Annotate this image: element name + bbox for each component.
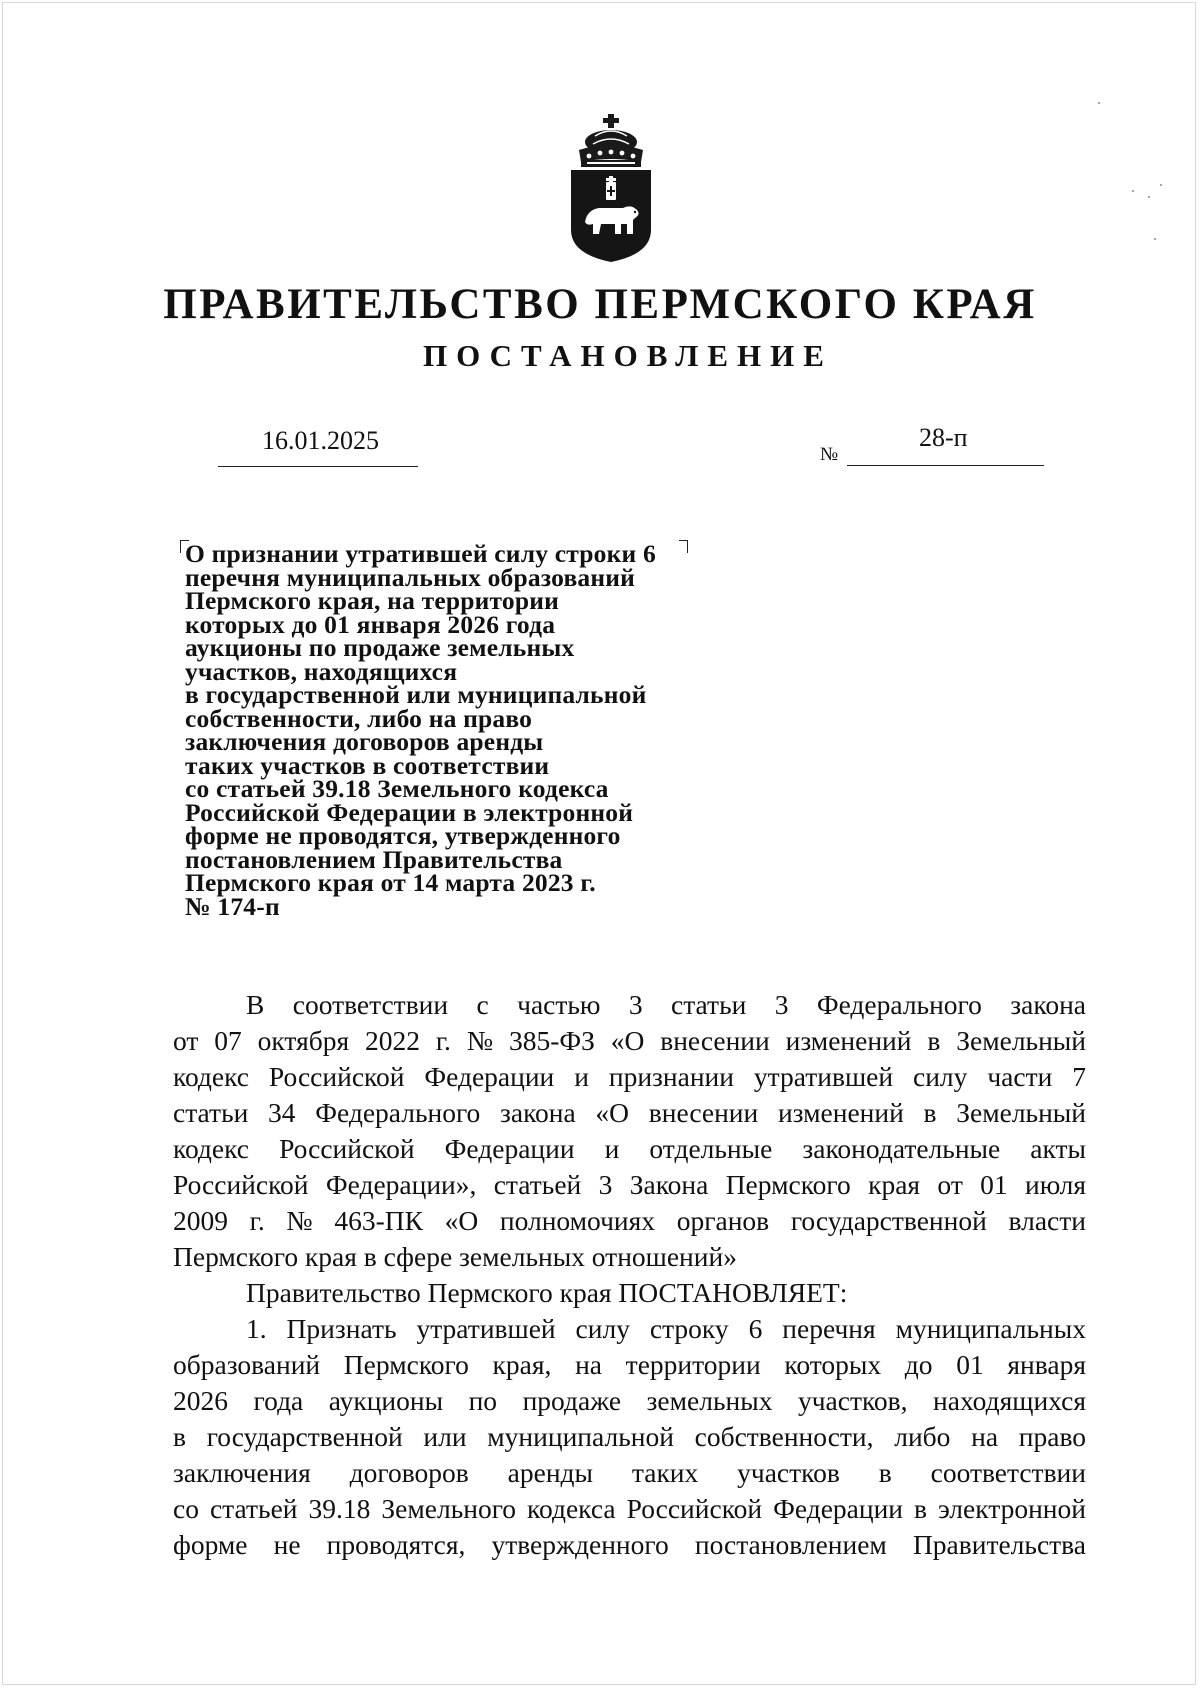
document-subject (185, 539, 705, 921)
subject-line: № 174-п (185, 891, 280, 921)
scan-speck (1160, 184, 1162, 186)
body-line: 2009 г. № 463-ПК «О полномочиях органов государственной власти (173, 1205, 1086, 1236)
subject-line: форме не проводятся, утвержденного (185, 821, 621, 850)
body-line: образований Пермского края, на территории которых до 01 января (173, 1349, 1086, 1380)
subject-line: Пермского края от 14 марта 2023 г. (185, 868, 596, 897)
body-line: Пермского края в сфере земельных отношений» (173, 1241, 737, 1272)
body-line: В соответствии с частью 3 статьи 3 Федерального закона (246, 989, 1086, 1020)
body-line: форме не проводятся, утвержденного постановлением Правительства (173, 1529, 1086, 1560)
body-line: Российской Федерации», статьей 3 Закона Пермского края от 01 июля (173, 1169, 1086, 1200)
subject-line: Российской Федерации в электронной (185, 797, 634, 827)
subject-line: Пермского края, на территории (185, 586, 560, 615)
subject-line: которых до 01 января 2026 года (185, 609, 556, 639)
subject-line: О признании утратившей силу строки 6 (185, 539, 656, 568)
body-line: 2026 года аукционы по продаже земельных участков, находящихся (173, 1385, 1086, 1416)
subject-line: перечня муниципальных образований (185, 562, 636, 592)
document-number-field (820, 423, 1044, 466)
document-date-field (218, 426, 418, 467)
scan-speck (1154, 238, 1156, 240)
body-line: в государственной или муниципальной собственности, либо на право (173, 1421, 1086, 1452)
document-number: 28-п (919, 423, 968, 452)
subject-line: таких участков в соответствии (185, 750, 550, 780)
subject-line: аукционы по продаже земельных (185, 633, 575, 662)
subject-line: заключения договоров аренды (185, 727, 544, 756)
number-sign: № (820, 444, 839, 465)
coat-of-arms-emblem (565, 112, 657, 262)
organization-title: ПРАВИТЕЛЬСТВО ПЕРМСКОГО КРАЯ (163, 281, 1037, 328)
body-line: статьи 34 Федерального закона «О внесении изменений в Земельный (173, 1097, 1086, 1128)
body-line: со статьей 39.18 Земельного кодекса Российской Федерации в электронной (173, 1493, 1086, 1524)
document-body (173, 987, 1086, 1563)
item-1-paragraph (173, 1311, 1086, 1563)
scan-speck (1148, 196, 1150, 198)
body-line: от 07 октября 2022 г. № 385-ФЗ «О внесении изменений в Земельный (173, 1025, 1086, 1056)
document-date: 16.01.2025 (262, 426, 379, 455)
body-line: кодекс Российской Федерации и признании утратившей силу части 7 (173, 1061, 1086, 1092)
subject-line: со статьей 39.18 Земельного кодекса (185, 774, 609, 803)
body-line: кодекс Российской Федерации и отдельные законодательные акты (173, 1133, 1086, 1164)
preamble-paragraph (173, 987, 1086, 1275)
body-line: 1. Признать утратившей силу строку 6 перечня муниципальных (246, 1313, 1086, 1344)
scan-speck (1132, 190, 1134, 192)
decree-paragraph (173, 1275, 1086, 1311)
number-underline (847, 465, 1044, 466)
document-type: ПОСТАНОВЛЕНИЕ (423, 338, 833, 373)
scan-speck (1098, 102, 1100, 104)
subject-line: участков, находящихся (185, 656, 458, 686)
decree-line: Правительство Пермского края ПОСТАНОВЛЯЕТ: (246, 1277, 848, 1308)
subject-line: в государственной или муниципальной (185, 680, 647, 709)
subject-line: собственности, либо на право (185, 703, 533, 733)
body-line: заключения договоров аренды таких участков в соответствии (173, 1457, 1086, 1488)
subject-line: постановлением Правительства (185, 844, 563, 874)
